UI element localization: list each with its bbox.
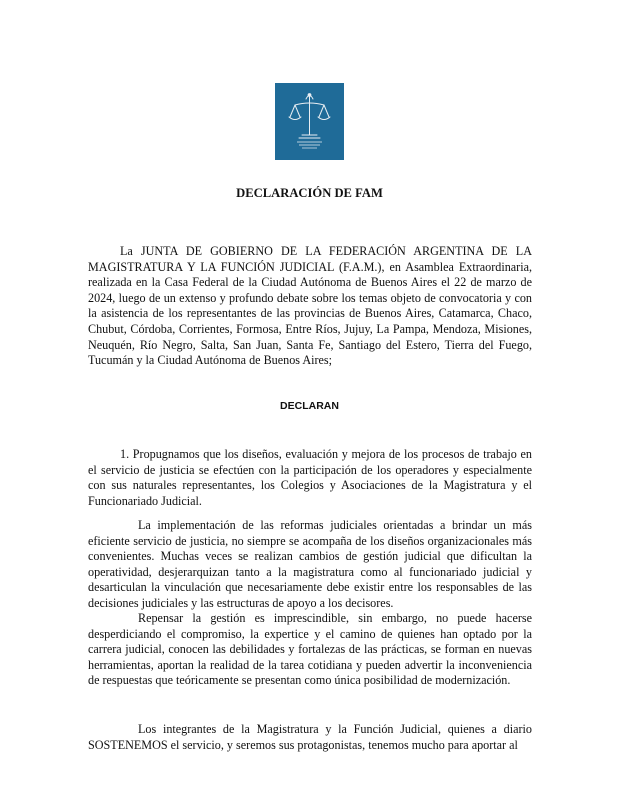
body-paragraph-3: Repensar la gestión es imprescindible, sin embargo, no puede hacerse desperdiciando el compromiso, la expertice y el camino de quienes han optado por la carrera judicial, conocen las debilidades y fortalezas de las prácticas, se forman en nuevas herramientas, aportan la realidad de la tarea cotidiana y pueden advertir la inconveniencia de respuestas que teóricamente se presentan como única posibilidad de modernización. xyxy=(88,611,532,688)
body-paragraph-2: La implementación de las reformas judiciales orientadas a brindar un más eficiente servicio de justicia, no siempre se acompaña de los diseños organizacionales más convenientes. Muchas veces se realizan cambios de gestión judicial que dificultan la operatividad, desjerarquizan tanto a la magistratura como al funcionariado judicial y desarticulan la vinculación que necesariamente debe existir entre los responsables de las decisiones judiciales y las estructuras de apoyo a los decisores. xyxy=(88,518,532,610)
logo-graphic xyxy=(275,83,344,160)
document-title: DECLARACIÓN DE FAM xyxy=(236,186,383,200)
intro-paragraph: La JUNTA DE GOBIERNO DE LA FEDERACIÓN ARGENTINA DE LA MAGISTRATURA Y LA FUNCIÓN JUDICIAL (F.A.M.), en Asamblea Extraordinaria, realizada en la Casa Federal de la Ciudad Autónoma de Buenos Aires el 22 de marzo de 2024, luego de un extenso y profundo debate sobre los temas objeto de convocatoria y con la asistencia de los representantes de las provincias de Buenos Aires, Catamarca, Chaco, Chubut, Córdoba, Corrientes, Formosa, Entre Ríos, Jujuy, La Pampa, Mendoza, Misiones, Neuquén, Río Negro, Salta, San Juan, Santa Fe, Santiago del Estero, Tierra del Fuego, Tucumán y la Ciudad Autónoma de Buenos Aires; xyxy=(88,244,532,368)
body-paragraph-1: 1. Propugnamos que los diseños, evaluación y mejora de los procesos de trabajo en el servicio de justicia se efectúen con la participación de los operadores y especialmente con sus naturales representantes, los Colegios y Asociaciones de la Magistratura y el Funcionariado Judicial. xyxy=(88,447,532,508)
declaran-heading: DECLARAN xyxy=(280,400,339,412)
body-paragraph-4: Los integrantes de la Magistratura y la Función Judicial, quienes a diario SOSTENEMOS el servicio, y seremos sus protagonistas, tenemos mucho para aportar al xyxy=(88,722,532,752)
scales-of-justice-logo-icon xyxy=(275,83,344,160)
